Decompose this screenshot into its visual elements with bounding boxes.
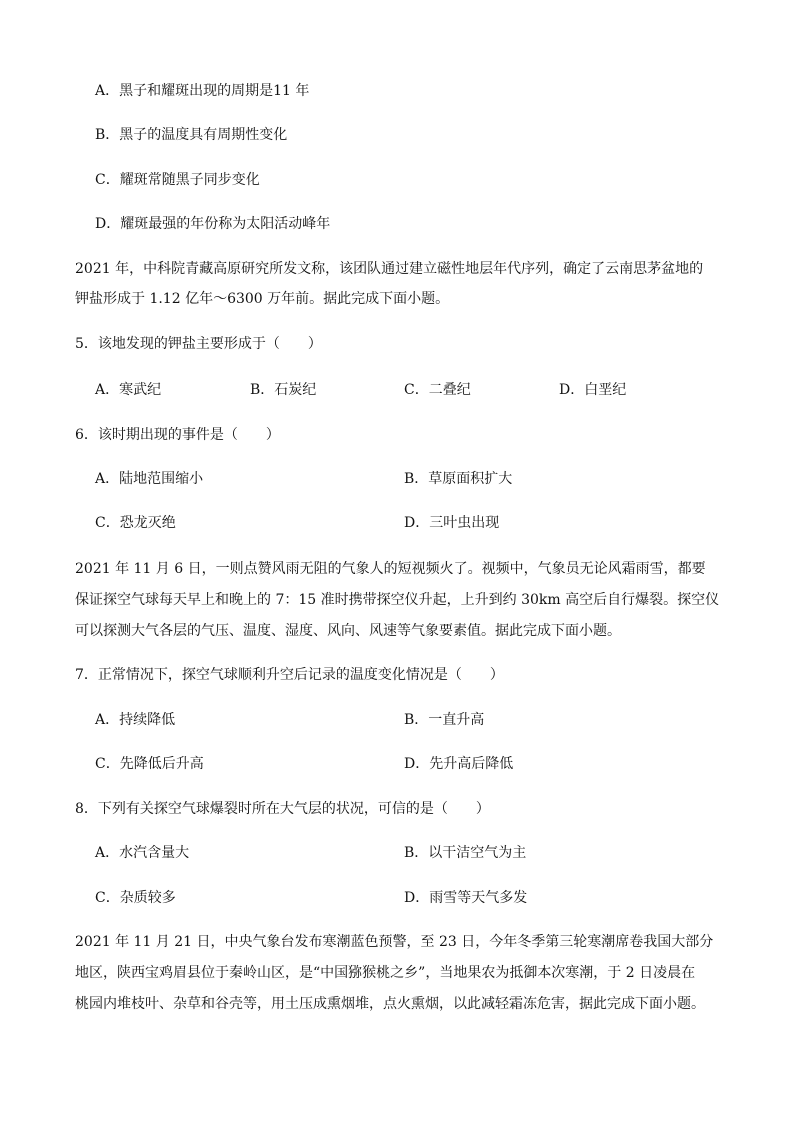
q6-option-d: D．三叶虫出现 xyxy=(404,515,500,531)
q8-option-d: D．雨雪等天气多发 xyxy=(404,890,528,906)
q7-option-b: B．一直升高 xyxy=(404,712,485,728)
q6-option-b: B．草原面积扩大 xyxy=(404,471,513,487)
passage-potash-line-2: 钾盐形成于 1.12 亿年～6300 万年前。据此完成下面小题。 xyxy=(75,291,450,307)
q7-option-c: C．先降低后升高 xyxy=(95,756,204,772)
q6-option-a: A．陆地范围缩小 xyxy=(95,471,204,487)
passage-potash-line-1: 2021 年，中科院青藏高原研究所发文称，该团队通过建立磁性地层年代序列，确定了云南思茅盆地的 xyxy=(75,261,704,277)
q5-option-b: B．石炭纪 xyxy=(250,382,317,398)
q4-option-c: C．耀斑常随黑子同步变化 xyxy=(95,172,260,188)
q7-option-a: A．持续降低 xyxy=(95,712,176,728)
q8-option-b: B．以干洁空气为主 xyxy=(404,845,527,861)
q5-option-c: C．二叠纪 xyxy=(404,382,471,398)
q5-stem: 5．该地发现的钾盐主要形成于（ ） xyxy=(75,336,322,352)
q4-option-d: D．耀斑最强的年份称为太阳活动峰年 xyxy=(95,216,331,232)
passage-balloon-line-3: 可以探测大气各层的气压、温度、湿度、风向、风速等气象要素值。据此完成下面小题。 xyxy=(75,623,621,639)
passage-balloon-line-2: 保证探空气球每天早上和晚上的 7：15 准时携带探空仪升起，上升到约 30km 高空后自行爆裂。探空仪 xyxy=(75,592,720,608)
q6-stem: 6．该时期出现的事件是（ ） xyxy=(75,427,280,443)
q7-option-d: D．先升高后降低 xyxy=(404,756,514,772)
q4-option-a: A．黑子和耀斑出现的周期是11 年 xyxy=(95,83,310,99)
passage-cold-line-2: 地区，陕西宝鸡眉县位于秦岭山区，是“中国猕猴桃之乡”，当地果农为抵御本次寒潮，于 2 日凌晨在 xyxy=(75,965,696,981)
q7-stem: 7．正常情况下，探空气球顺利升空后记录的温度变化情况是（ ） xyxy=(75,667,504,683)
passage-balloon-line-1: 2021 年 11 月 6 日，一则点赞风雨无阻的气象人的短视频火了。视频中，气象员无论风霜雨雪，都要 xyxy=(75,561,706,577)
q8-option-a: A．水汽含量大 xyxy=(95,845,190,861)
q8-option-c: C．杂质较多 xyxy=(95,890,176,906)
passage-cold-line-3: 桃园内堆枝叶、杂草和谷壳等，用土压成熏烟堆，点火熏烟，以此减轻霜冻危害，据此完成下面小题。 xyxy=(75,996,705,1012)
q4-option-b: B．黑子的温度具有周期性变化 xyxy=(95,127,288,143)
q5-option-d: D．白垩纪 xyxy=(559,382,627,398)
q8-stem: 8．下列有关探空气球爆裂时所在大气层的状况，可信的是（ ） xyxy=(75,801,490,817)
passage-cold-line-1: 2021 年 11 月 21 日，中央气象台发布寒潮蓝色预警，至 23 日，今年冬季第三轮寒潮席卷我国大部分 xyxy=(75,934,714,950)
q6-option-c: C．恐龙灭绝 xyxy=(95,515,176,531)
q5-option-a: A．寒武纪 xyxy=(95,382,162,398)
